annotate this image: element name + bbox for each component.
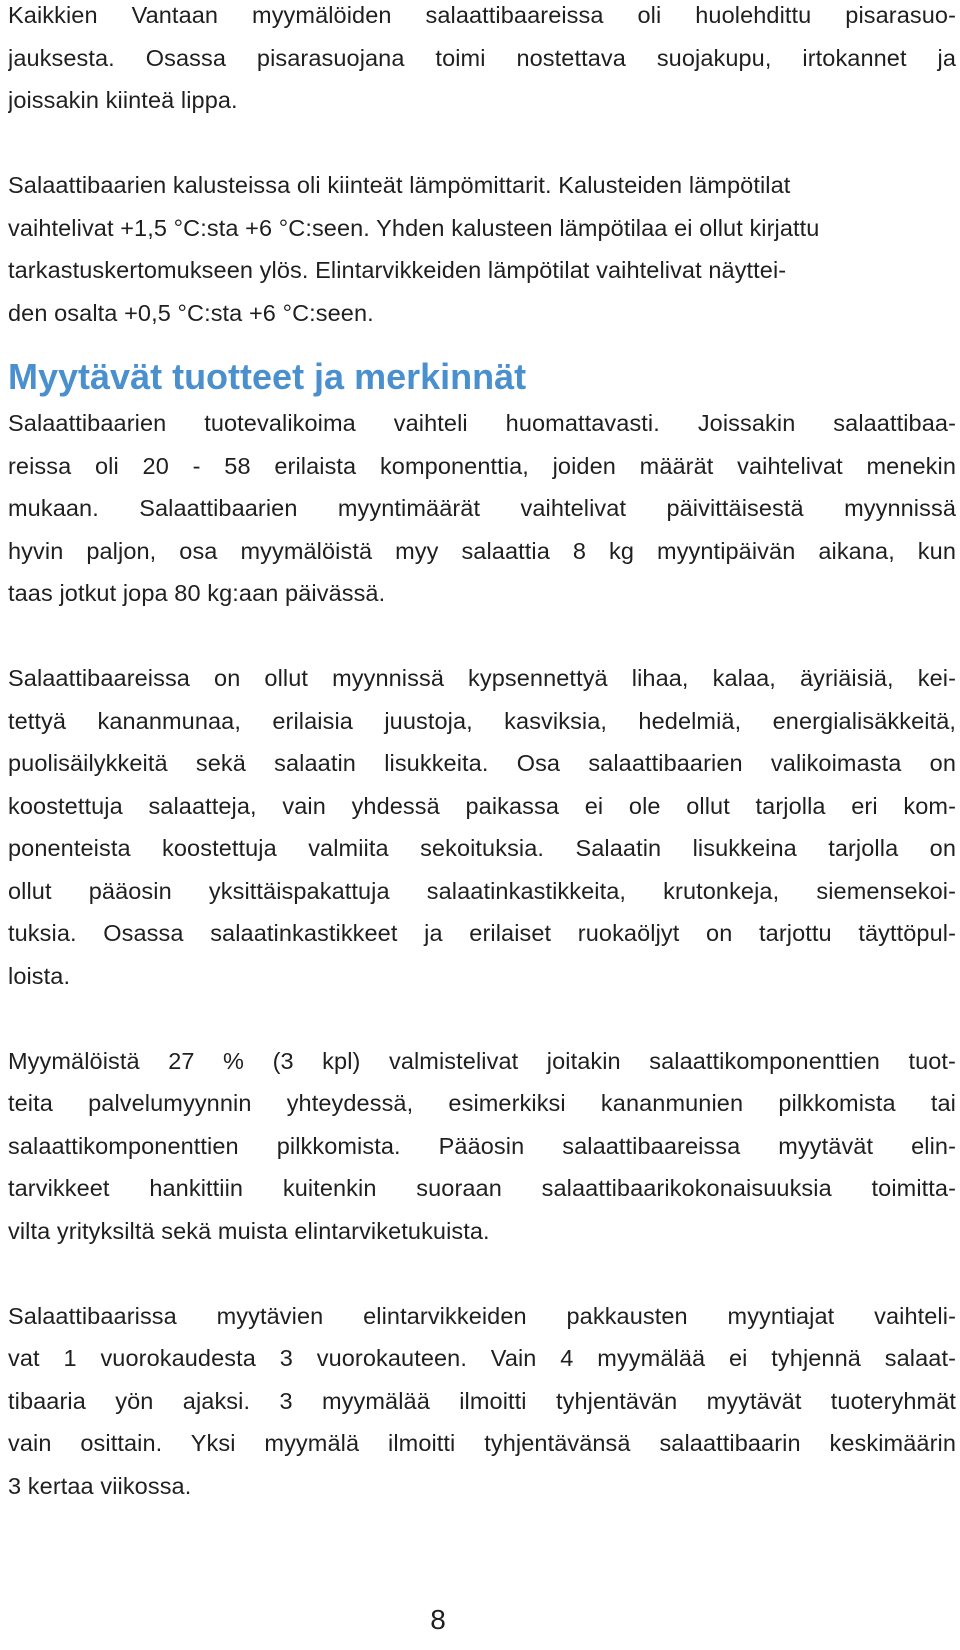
paragraph-sell-by bbox=[8, 1295, 956, 1508]
text-line: ponenteista koostettuja valmiita sekoituksia. Salaatin lisukkeina tarjolla on bbox=[8, 835, 956, 861]
text-line: tibaaria yön ajaksi. 3 myymälää ilmoitti tyhjentävän myytävät tuoteryhmät bbox=[8, 1387, 956, 1414]
text-line: ollut pääosin yksittäispakattuja salaatinkastikkeita, krutonkeja, siemensekoi- bbox=[8, 877, 956, 904]
text-line: vain osittain. Yksi myymälä ilmoitti tyhjentävänsä salaattibaarin keskimäärin bbox=[8, 1430, 956, 1456]
page-number: 8 bbox=[430, 1604, 446, 1635]
paragraph-gap bbox=[8, 997, 956, 1040]
text-line: taas jotkut jopa 80 kg:aan päivässä. bbox=[8, 580, 386, 606]
text-line: Myymälöistä 27 % (3 kpl) valmistelivat joitakin salaattikomponenttien tuot- bbox=[8, 1047, 956, 1074]
text-line: Salaattibaareissa on ollut myynnissä kypsennettyä lihaa, kalaa, äyriäisiä, kei- bbox=[8, 665, 956, 691]
section-heading: Myytävät tuotteet ja merkinnät bbox=[8, 356, 527, 397]
paragraph-temperatures bbox=[8, 164, 956, 334]
text-line: koostettuja salaatteja, vain yhdessä paikassa ei ole ollut tarjolla eri kom- bbox=[8, 792, 956, 819]
text-line: puolisäilykkeitä sekä salaatin lisukkeita. Osa salaattibaarien valikoimasta on bbox=[8, 750, 956, 776]
paragraph-preparation bbox=[8, 1040, 956, 1253]
text-line: tuksia. Osassa salaatinkastikkeet ja erilaiset ruokaöljyt on tarjottu täyttöpul- bbox=[8, 920, 956, 946]
text-line: Salaattibaarien kalusteissa oli kiinteät lämpömittarit. Kalusteiden lämpötilat bbox=[8, 172, 791, 198]
text-line: tarvikkeet hankittiin kuitenkin suoraan salaattibaarikokonaisuuksia toimitta- bbox=[8, 1175, 956, 1201]
text-line: 3 kertaa viikossa. bbox=[8, 1472, 192, 1499]
text-line: vaihtelivat +1,5 °C:sta +6 °C:seen. Yhden kalusteen lämpötilaa ei ollut kirjattu bbox=[8, 214, 820, 241]
paragraph-splash-guards bbox=[8, 0, 956, 122]
text-line: den osalta +0,5 °C:sta +6 °C:seen. bbox=[8, 299, 374, 326]
text-line: vat 1 vuorokaudesta 3 vuorokauteen. Vain 4 myymälää ei tyhjennä salaat- bbox=[8, 1345, 956, 1371]
document-page bbox=[8, 0, 956, 1507]
paragraph-product-range bbox=[8, 402, 956, 615]
text-line: jauksesta. Osassa pisarasuojana toimi nostettava suojakupu, irtokannet ja bbox=[8, 44, 956, 71]
paragraph-gap bbox=[8, 1252, 956, 1295]
text-line: salaattikomponenttien pilkkomista. Pääosin salaattibaareissa myytävät elin- bbox=[8, 1132, 956, 1159]
text-line: mukaan. Salaattibaarien myyntimäärät vaihtelivat päivittäisestä myynnissä bbox=[8, 495, 956, 521]
text-line: joissakin kiinteä lippa. bbox=[8, 87, 238, 113]
text-line: reissa oli 20 - 58 erilaista komponenttia, joiden määrät vaihtelivat menekin bbox=[8, 452, 956, 479]
text-line: tettyä kananmunaa, erilaisia juustoja, kasviksia, hedelmiä, energialisäkkeitä, bbox=[8, 707, 956, 734]
paragraph-products-sold bbox=[8, 657, 956, 997]
text-line: teita palvelumyynnin yhteydessä, esimerkiksi kananmunien pilkkomista tai bbox=[8, 1090, 956, 1116]
paragraph-gap bbox=[8, 122, 956, 165]
text-line: hyvin paljon, osa myymälöistä myy salaattia 8 kg myyntipäivän aikana, kun bbox=[8, 537, 956, 564]
text-line: Kaikkien Vantaan myymälöiden salaattibaareissa oli huolehdittu pisarasuo- bbox=[8, 2, 956, 28]
paragraph-gap bbox=[8, 615, 956, 658]
text-line: vilta yrityksiltä sekä muista elintarviketukuista. bbox=[8, 1217, 490, 1244]
text-line: Salaattibaarissa myytävien elintarvikkeiden pakkausten myyntiajat vaihteli- bbox=[8, 1302, 956, 1329]
text-line: tarkastuskertomukseen ylös. Elintarvikkeiden lämpötilat vaihtelivat näyttei- bbox=[8, 257, 787, 283]
text-line: Salaattibaarien tuotevalikoima vaihteli huomattavasti. Joissakin salaattibaa- bbox=[8, 410, 956, 436]
text-line: loista. bbox=[8, 962, 71, 989]
